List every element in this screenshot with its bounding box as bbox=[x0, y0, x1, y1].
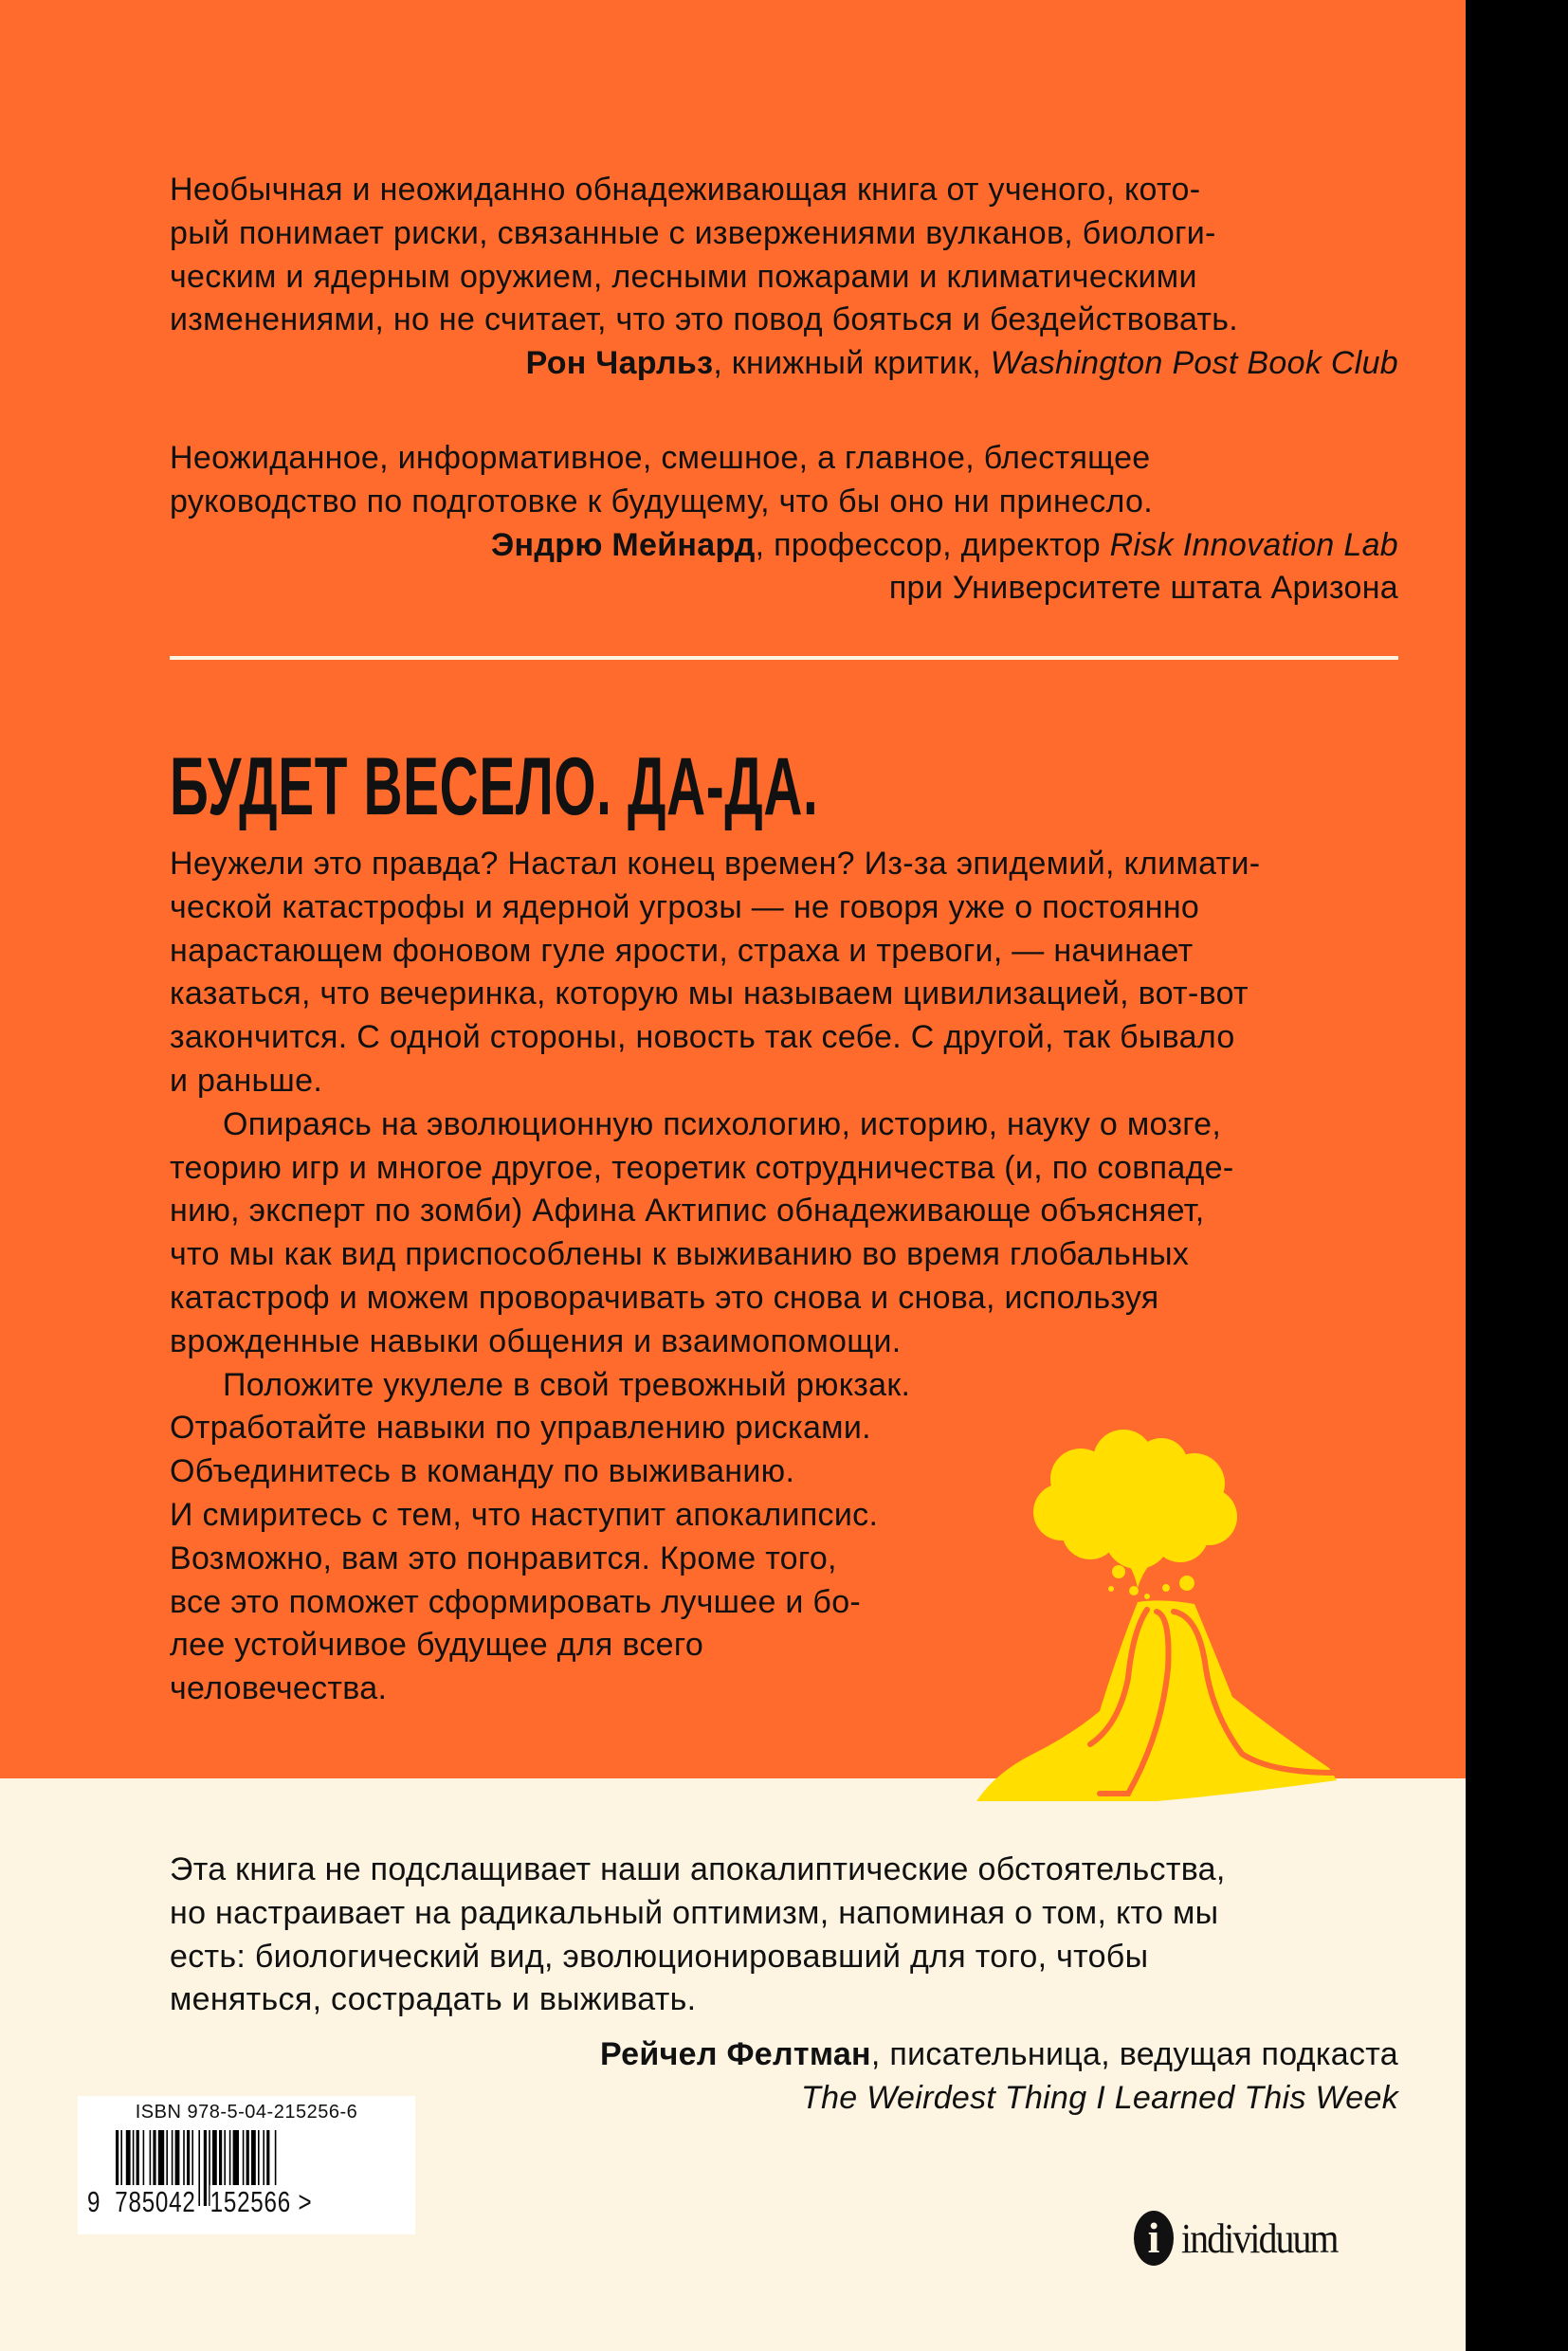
quote-line: меняться, сострадать и выживать. bbox=[170, 1981, 697, 2018]
body-line: все это поможет сформировать лучшее и бо- bbox=[170, 1583, 862, 1620]
author: Рон Чарльз bbox=[525, 345, 714, 382]
quote-line: есть: биологический вид, эволюционировавший для того, чтобы bbox=[170, 1938, 1149, 1975]
podcast-title: The Weirdest Thing I Learned This Week bbox=[801, 2079, 1398, 2116]
quote-line: изменениями, но не считает, что это повод бояться и бездействовать. bbox=[170, 301, 1239, 338]
publisher-name: individuum bbox=[1181, 2214, 1338, 2262]
section-heading: БУДЕТ ВЕСЕЛО. ДА-ДА. bbox=[170, 741, 819, 832]
body-line: катастроф и можем проворачивать это снова и снова, используя bbox=[170, 1279, 1159, 1316]
body-line: нарастающем фоновом гуле ярости, страха и тревоги, — начинает bbox=[170, 932, 1194, 969]
body-line: Опираясь на эволюционную психологию, историю, науку о мозге, bbox=[223, 1105, 1222, 1142]
quote-attribution bbox=[170, 342, 1398, 386]
quote-line: Необычная и неожиданно обнадеживающая книга от ученого, кото- bbox=[170, 172, 1201, 208]
review-quote-2 bbox=[170, 437, 1398, 611]
isbn-text: ISBN 978-5-04-215256-6 bbox=[135, 2102, 358, 2123]
author-role: , профессор, директор bbox=[755, 526, 1110, 563]
review-quote-1 bbox=[170, 169, 1398, 386]
logo-i-icon: i bbox=[1134, 2211, 1174, 2266]
author: Эндрю Мейнард bbox=[491, 526, 756, 563]
quote-line: Эта книга не подслащивает наши апокалиптические обстоятельства, bbox=[170, 1851, 1226, 1887]
body-line: Отработайте навыки по управлению рисками. bbox=[170, 1410, 871, 1447]
quote-line: но настраивает на радикальный оптимизм, напоминая о том, кто мы bbox=[170, 1894, 1219, 1931]
digit-group: 152566 bbox=[210, 2185, 291, 2218]
author-role: , писательница, ведущая подкаста bbox=[870, 2036, 1398, 2073]
spine-strip bbox=[1466, 0, 1568, 2351]
body-line: лее устойчивое будущее для всего bbox=[170, 1627, 704, 1664]
body-line: Неужели это правда? Настал конец времен? Из-за эпидемий, климати- bbox=[170, 846, 1261, 882]
body-line: нию, эксперт по зомби) Афина Актипис обнадеживающе объясняет, bbox=[170, 1193, 1205, 1230]
divider bbox=[170, 656, 1398, 660]
quote-attribution bbox=[170, 524, 1398, 568]
author-org: Risk Innovation Lab bbox=[1109, 526, 1398, 563]
body-line: и раньше. bbox=[170, 1062, 323, 1099]
body-line: И смиритесь с тем, что наступит апокалипсис. bbox=[170, 1496, 879, 1533]
quote-line: ческим и ядерным оружием, лесными пожарами и климатическими bbox=[170, 258, 1197, 295]
quote-line: Неожиданное, информативное, смешное, а главное, блестящее bbox=[170, 440, 1151, 476]
volcano-illustration bbox=[957, 1422, 1356, 1801]
body-line: что мы как вид приспособлены к выживанию во время глобальных bbox=[170, 1236, 1190, 1273]
publisher-logo bbox=[1134, 2211, 1355, 2266]
author: Рейчел Фелтман bbox=[600, 2036, 871, 2073]
body-line: Положите укулеле в свой тревожный рюкзак. bbox=[223, 1366, 911, 1403]
body-line: закончится. С одной стороны, новость так себе. С другой, так бывало bbox=[170, 1019, 1235, 1056]
quote-line: рый понимает риски, связанные с извержениями вулканов, биологи- bbox=[170, 214, 1216, 251]
digit-group: 9 bbox=[87, 2185, 101, 2218]
body-line: ческой катастрофы и ядерной угрозы — не говоря уже о постоянно bbox=[170, 888, 1200, 925]
author-role: , книжный критик, bbox=[713, 345, 991, 382]
review-quote-3 bbox=[170, 1849, 1398, 2121]
body-line: теорию игр и многое другое, теоретик сотрудничества (и, по совпаде- bbox=[170, 1149, 1234, 1186]
isbn-barcode bbox=[78, 2096, 415, 2234]
author-role-2: при Университете штата Аризона bbox=[888, 570, 1398, 607]
body-line: Возможно, вам это понравится. Кроме того, bbox=[170, 1540, 837, 1576]
quote-line: руководство по подготовке к будущему, что бы оно ни принесло. bbox=[170, 483, 1154, 519]
body-line: казаться, что вечеринка, которую мы называем цивилизацией, вот-вот bbox=[170, 975, 1249, 1012]
digit-group: > bbox=[298, 2185, 313, 2218]
digit-group: 785042 bbox=[115, 2185, 196, 2218]
barcode-digits bbox=[87, 2185, 312, 2219]
body-line: человечества. bbox=[170, 1670, 388, 1707]
author-org: Washington Post Book Club bbox=[990, 345, 1398, 382]
body-line: Объединитесь в команду по выживанию. bbox=[170, 1453, 795, 1490]
body-line: врожденные навыки общения и взаимопомощи. bbox=[170, 1322, 902, 1359]
quote-attribution bbox=[170, 2033, 1398, 2077]
